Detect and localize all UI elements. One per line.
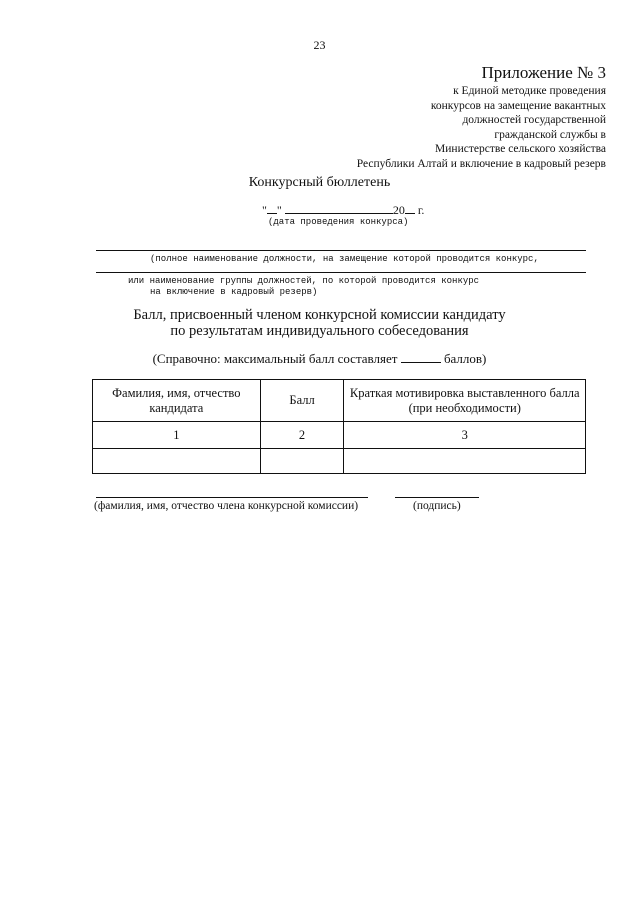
appendix-line: к Единой методике проведения	[453, 85, 606, 97]
column-number: 2	[260, 422, 344, 449]
appendix-line: Министерстве сельского хозяйства	[435, 143, 606, 156]
position-hint-3: на включение в кадровый резерв)	[150, 287, 318, 297]
header-score: Балл	[260, 380, 344, 422]
appendix-line: должностей государственной	[462, 114, 606, 127]
table-row	[93, 449, 586, 474]
column-number: 1	[93, 422, 261, 449]
year-suffix: г.	[417, 203, 425, 217]
score-heading-line: по результатам индивидуального собеседования	[170, 323, 469, 339]
reference-prefix: (Справочно: максимальный балл составляет	[152, 351, 398, 366]
appendix-subtitle	[357, 84, 606, 172]
year-prefix: 20	[392, 203, 405, 217]
date-hint: (дата проведения конкурса)	[268, 217, 409, 227]
reference-suffix: баллов)	[443, 351, 487, 366]
member-name-caption: (фамилия, имя, отчество члена конкурсной комиссии)	[94, 500, 359, 512]
header-candidate-name: Фамилия, имя, отчество кандидата	[93, 380, 261, 422]
score-heading	[0, 307, 639, 339]
column-number: 3	[344, 422, 586, 449]
score-cell[interactable]	[260, 449, 344, 474]
signature-line[interactable]	[395, 497, 479, 498]
score-heading-line: Балл, присвоенный членом конкурсной комиссии кандидату	[133, 307, 506, 323]
position-hint-1: (полное наименование должности, на замещение которой проводится конкурс,	[150, 254, 539, 264]
appendix-title: Приложение № 3	[481, 63, 606, 82]
date-close-quote: "	[276, 203, 282, 217]
month-blank[interactable]	[285, 202, 393, 214]
ballot-table	[92, 379, 586, 474]
position-line-1[interactable]	[96, 250, 586, 251]
max-score-reference	[0, 350, 639, 367]
document-title: Конкурсный бюллетень	[248, 175, 391, 190]
day-blank[interactable]	[267, 202, 277, 214]
position-line-2[interactable]	[96, 272, 586, 273]
table-header-row	[93, 380, 586, 422]
position-hint-2: или наименование группы должностей, по которой проводится конкурс	[128, 276, 480, 286]
appendix-line: гражданской службы в	[494, 128, 606, 141]
appendix-line: Республики Алтай и включение в кадровый резерв	[356, 157, 606, 170]
candidate-name-cell[interactable]	[93, 449, 261, 474]
date-field[interactable]	[262, 202, 424, 218]
year-blank[interactable]	[405, 202, 415, 214]
max-score-blank[interactable]	[401, 350, 441, 363]
header-justification: Краткая мотивировка выставленного балла (при необходимости)	[344, 380, 586, 422]
appendix-line: конкурсов на замещение вакантных	[430, 99, 606, 112]
member-name-line[interactable]	[96, 497, 368, 498]
justification-cell[interactable]	[344, 449, 586, 474]
signature-caption: (подпись)	[413, 500, 461, 512]
page-number: 23	[313, 38, 326, 52]
table-column-numbers-row	[93, 422, 586, 449]
date-open-quote: "	[262, 203, 267, 217]
